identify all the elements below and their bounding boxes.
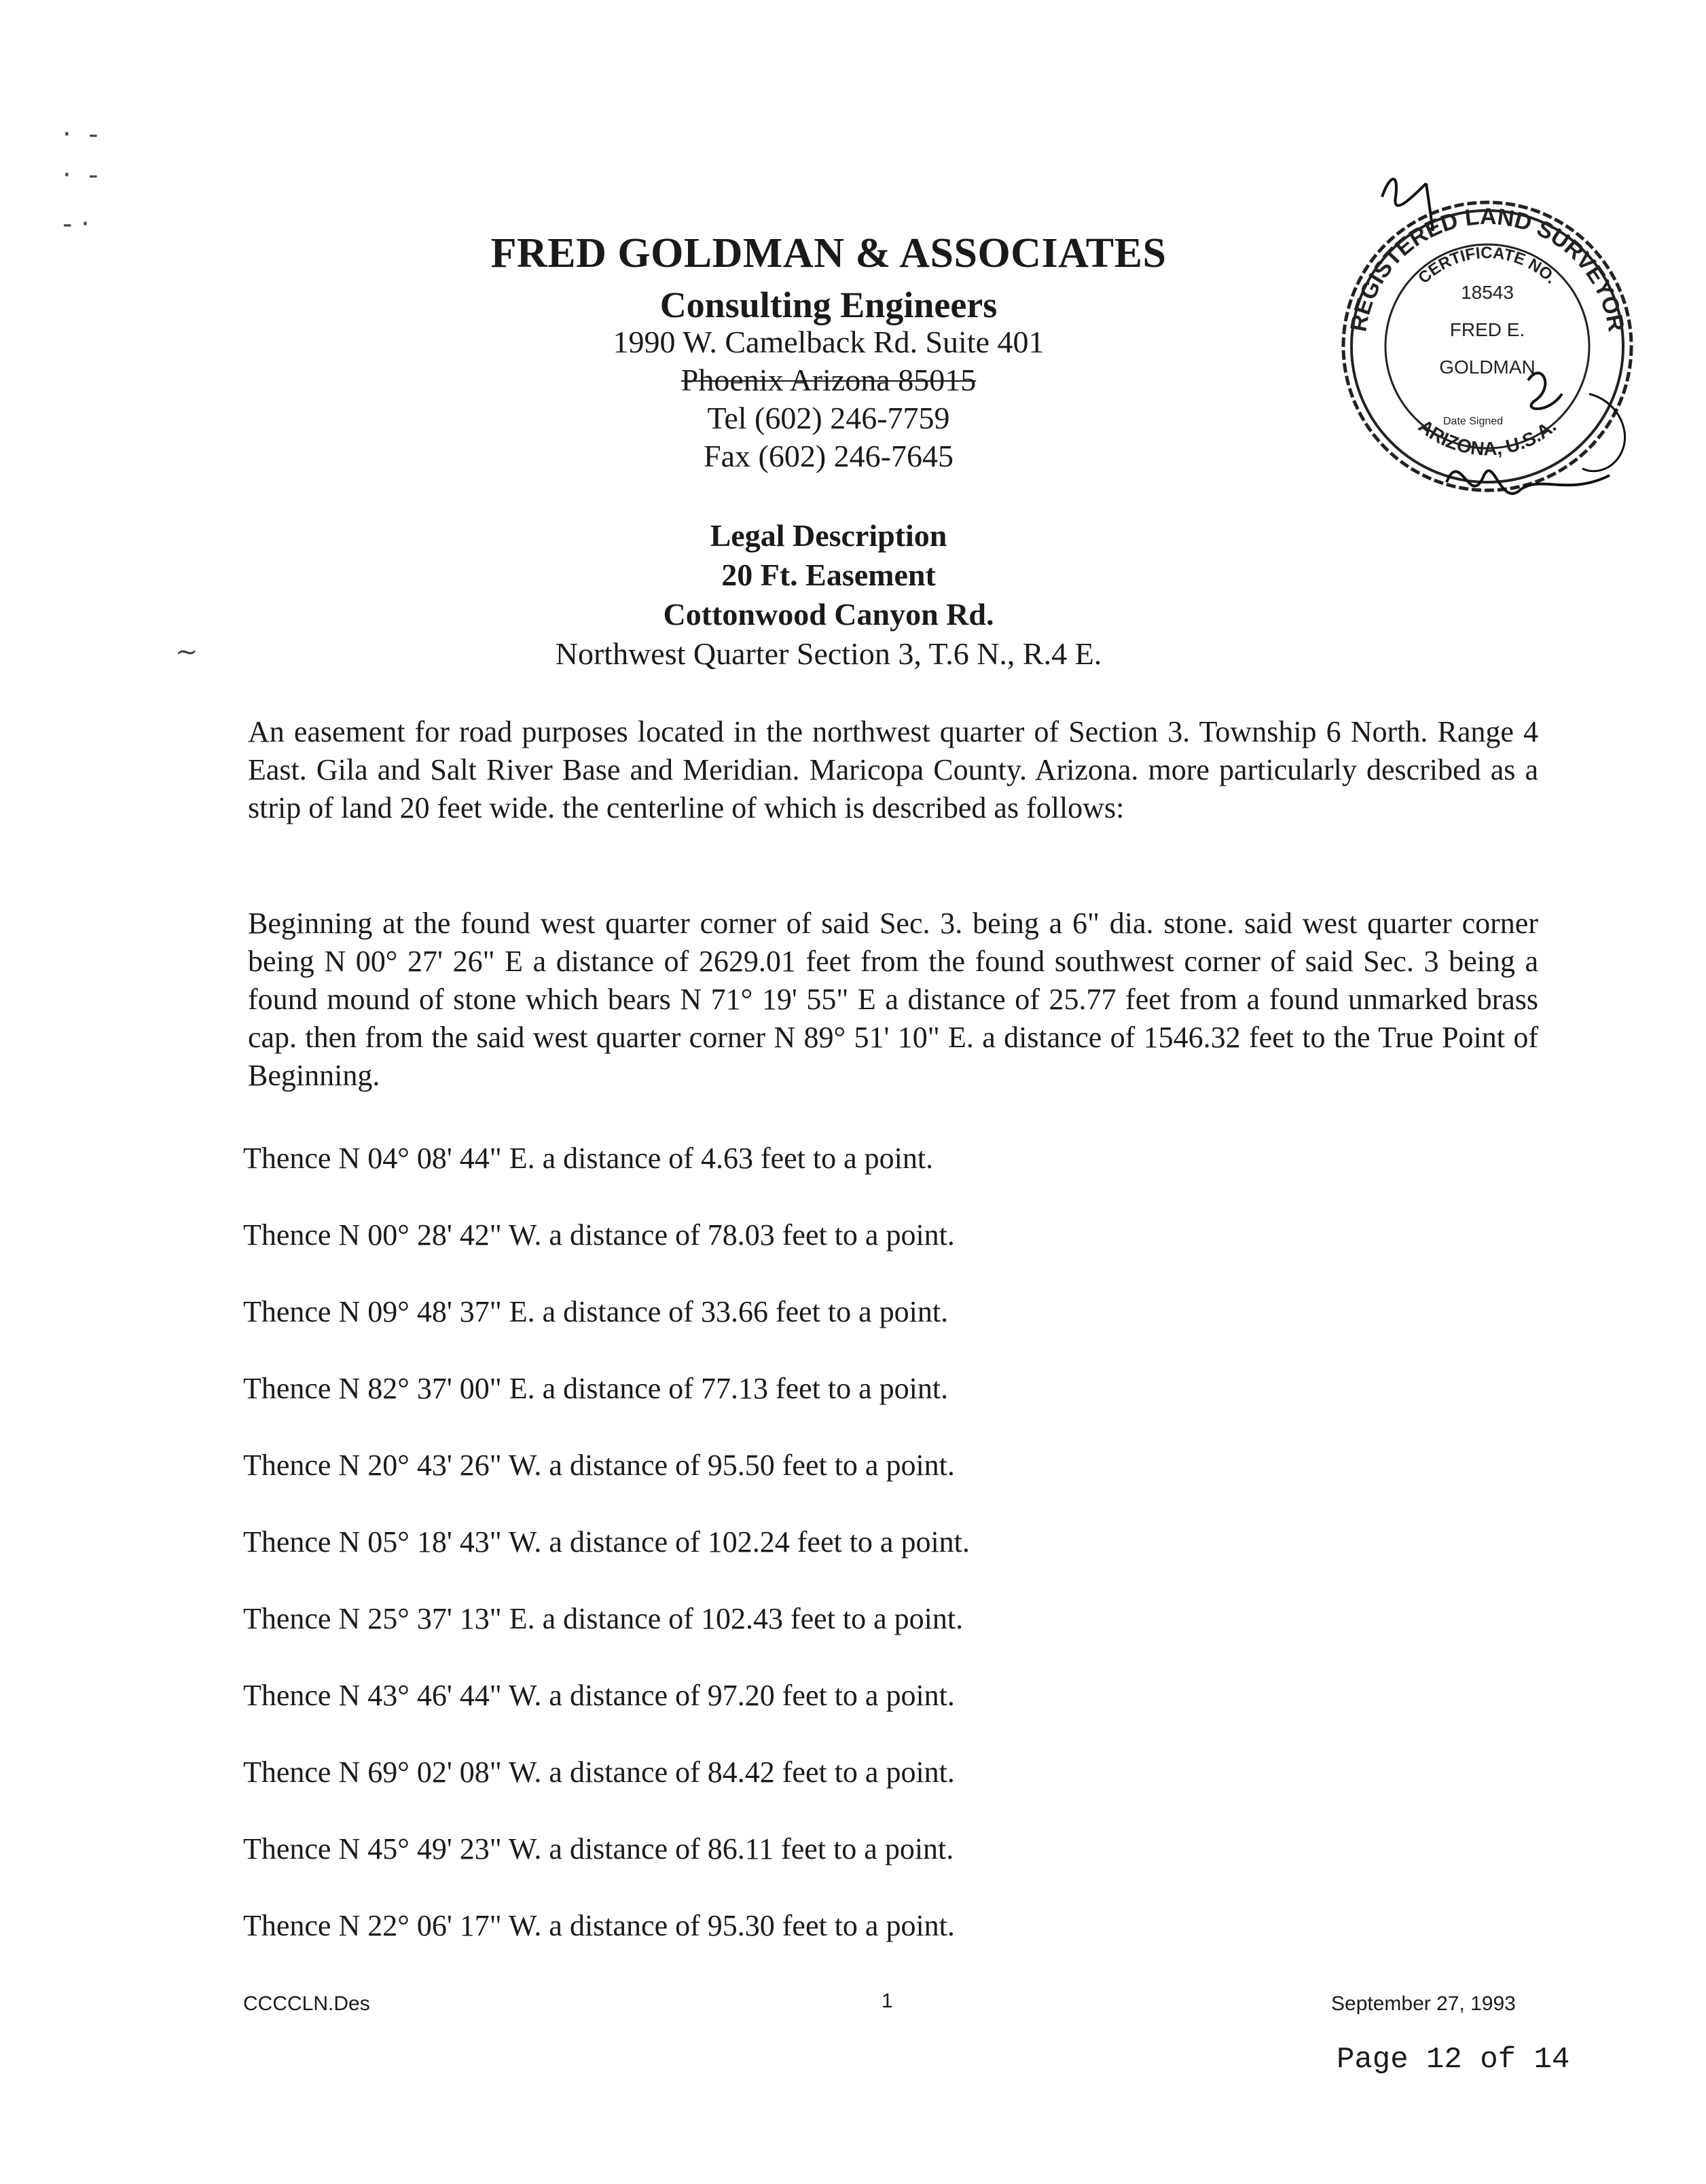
- scan-mark: - ·: [62, 208, 90, 240]
- course-line: Thence N 82° 37' 00" E. a distance of 77.13 feet to a point.: [243, 1372, 949, 1405]
- course-line: Thence N 20° 43' 26" W. a distance of 95.50 feet to a point.: [243, 1449, 955, 1482]
- firm-subtitle: Consulting Engineers: [659, 285, 998, 325]
- fax: Fax (602) 246-7645: [704, 439, 954, 473]
- seal-name2: GOLDMAN: [1439, 357, 1536, 378]
- course-line: Thence N 69° 02' 08" W. a distance of 84.42 feet to a point.: [243, 1755, 955, 1789]
- title-line4: Northwest Quarter Section 3, T.6 N., R.4 E.: [555, 636, 1102, 671]
- telephone: Tel (602) 246-7759: [707, 401, 950, 435]
- beginning-paragraph: Beginning at the found west quarter corner of said Sec. 3. being a 6" dia. stone. said west quarter corner being N 00° 27' 26" E a distance of 2629.01 feet from the found southwest corner of said Sec. 3 being a found mound of stone which bears N 71° 19' 55" E a distance of 25.77 feet from a found unmarked brass cap. then from the said west quarter corner N 89° 51' 10" E. a distance of 1546.32 feet to the True Point of Beginning.: [248, 907, 1538, 1092]
- seal-graphic: [1324, 156, 1650, 557]
- intro-paragraph: An easement for road purposes located in the northwest quarter of Section 3. Township 6 North. Range 4 East. Gila and Salt River Base and Meridian. Maricopa County. Arizona. more particularly described as a strip of land 20 feet wide. the centerline of which is described as follows:: [248, 715, 1538, 824]
- title-line3: Cottonwood Canyon Rd.: [663, 597, 994, 632]
- course-line: Thence N 05° 18' 43" W. a distance of 102.24 feet to a point.: [243, 1525, 970, 1559]
- surveyor-seal: [1324, 156, 1650, 557]
- svg-text:CERTIFICATE NO.: [1415, 244, 1560, 287]
- seal-bottom-text: ARIZONA, U.S.A.: [1414, 415, 1561, 460]
- title-line1: Legal Description: [710, 518, 947, 553]
- seal-name1: FRED E.: [1449, 319, 1525, 340]
- course-line: Thence N 00° 28' 42" W. a distance of 78.03 feet to a point.: [243, 1218, 955, 1252]
- seal-number: 18543: [1461, 282, 1514, 303]
- address-line1: 1990 W. Camelback Rd. Suite 401: [613, 325, 1045, 359]
- svg-text:REGISTERED LAND SURVEYOR: [1345, 204, 1629, 333]
- page-number: Page 12 of 14: [1337, 2043, 1570, 2077]
- course-line: Thence N 45° 49' 23" W. a distance of 86.11 feet to a point.: [243, 1832, 954, 1866]
- course-line: Thence N 09° 48' 37" E. a distance of 33.66 feet to a point.: [243, 1295, 949, 1328]
- course-line: Thence N 04° 08' 44" E. a distance of 4.63 feet to a point.: [243, 1142, 934, 1175]
- footer-center: 1: [882, 1990, 893, 2012]
- scan-mark: ~: [175, 636, 198, 668]
- scan-mark: · -: [62, 160, 98, 191]
- seal-outer-text: REGISTERED LAND SURVEYOR: [1345, 203, 1629, 334]
- footer-date: September 27, 1993: [1331, 1992, 1516, 2015]
- title-line2: 20 Ft. Easement: [721, 558, 936, 592]
- course-line: Thence N 25° 37' 13" E. a distance of 102.43 feet to a point.: [243, 1602, 964, 1635]
- footer-file: CCCCLN.Des: [243, 1992, 370, 2015]
- signature-stroke: [1528, 373, 1562, 409]
- seal-date-text: Date Signed: [1443, 416, 1504, 427]
- scan-mark: · -: [62, 119, 98, 150]
- address-line2: Phoenix Arizona 85015: [680, 363, 977, 397]
- seal-inner-text: CERTIFICATE NO.: [1415, 243, 1561, 288]
- firm-name: FRED GOLDMAN & ASSOCIATES: [490, 230, 1167, 276]
- course-line: Thence N 22° 06' 17" W. a distance of 95.30 feet to a point.: [243, 1909, 955, 1942]
- course-line: Thence N 43° 46' 44" W. a distance of 97.20 feet to a point.: [243, 1679, 955, 1712]
